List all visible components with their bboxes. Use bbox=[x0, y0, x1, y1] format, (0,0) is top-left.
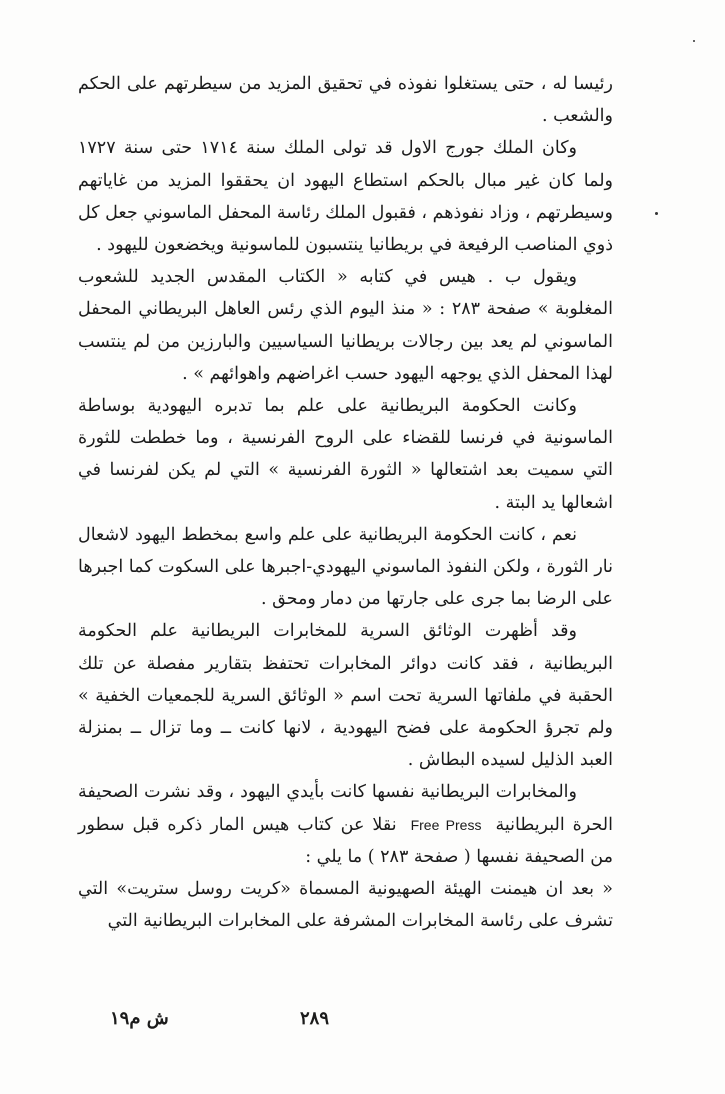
paragraph-4: وكانت الحكومة البريطانية على علم بما تدبره اليهودية بوساطة الماسونية في فرنسا للقضاء على الروح الفرنسية ، وما خططت للثورة التي سميت بعد اشتعالها « الثورة الفرنسية » التي لم يكن لفرنسا في اشعالها يد البتة . bbox=[78, 396, 613, 513]
paragraph-3: ويقول ب . هيس في كتابه « الكتاب المقدس الجديد للشعوب المغلوبة » صفحة ٢٨٣ : « منذ اليوم الذي رئس العاهل البريطاني المحفل الماسوني لم يعد بين رجالات بريطانيا السياسيين والبارزين من لم ينتسب لهذا المحفل الذي يوجهه اليهود حسب اغراضهم واهوائهم » . bbox=[78, 267, 613, 384]
printer-signature: ش م١٩ bbox=[110, 1008, 169, 1029]
paragraph-7 bbox=[78, 776, 613, 873]
paragraph-6: وقد أظهرت الوثائق السرية للمخابرات البريطانية علم الحكومة البريطانية ، فقد كانت دوائر المخابرات تحتفظ بتقارير مفصلة عن تلك الحقبة في ملفاتها السرية تحت اسم « الوثائق السرية للجمعيات الخفية » ولم تجرؤ الحكومة على فضح اليهودية ، لانها كانت ــ وما تزال ــ بمنزلة العبد الذليل لسيده البطاش . bbox=[78, 621, 613, 771]
paragraph-7-part-2: نقلا عن كتاب هيس المار ذكره قبل سطور من الصحيفة نفسها ( صفحة ٢٨٣ ) ما يلي : bbox=[78, 814, 613, 867]
paragraph-5: نعم ، كانت الحكومة البريطانية على علم واسع بمخطط اليهود لاشعال نار الثورة ، ولكن النفوذ الماسوني اليهودي-اجبرها على السكوت كما اجبرها على الرضا بما جرى على جارتها من دمار ومحق . bbox=[78, 524, 613, 610]
scan-speck bbox=[655, 212, 658, 215]
paragraph-7-part-1: والمخابرات البريطانية نفسها كانت بأيدي اليهود ، وقد نشرت الصحيفة الحرة البريطانية bbox=[78, 782, 613, 835]
page-body bbox=[78, 68, 613, 937]
free-press-label: Free Press bbox=[410, 816, 482, 833]
page-footer bbox=[0, 1008, 725, 1038]
paragraph-2: وكان الملك جورج الاول قد تولى الملك سنة ١٧١٤ حتى سنة ١٧٢٧ ولما كان غير مبال بالحكم استطاع اليهود ان يحققوا المزيد من غاياتهم وسيطرتهم ، وزاد نفوذهم ، فقبول الملك رئاسة المحفل الماسوني جعل كل ذوي المناصب الرفيعة في بريطانيا ينتسبون للماسونية ويخضعون لليهود . bbox=[78, 138, 613, 256]
page-number: ٢٨٩ bbox=[300, 1008, 330, 1029]
paragraph-1: رئيسا له ، حتى يستغلوا نفوذه في تحقيق المزيد من سيطرتهم على الحكم والشعب . bbox=[78, 74, 613, 127]
scan-speck bbox=[693, 40, 695, 42]
paragraph-8-quote: « بعد ان هيمنت الهيئة الصهيونية المسماة «كريت روسل ستريت» التي تشرف على رئاسة المخابرات المشرفة على المخابرات البريطانية التي bbox=[78, 879, 613, 932]
